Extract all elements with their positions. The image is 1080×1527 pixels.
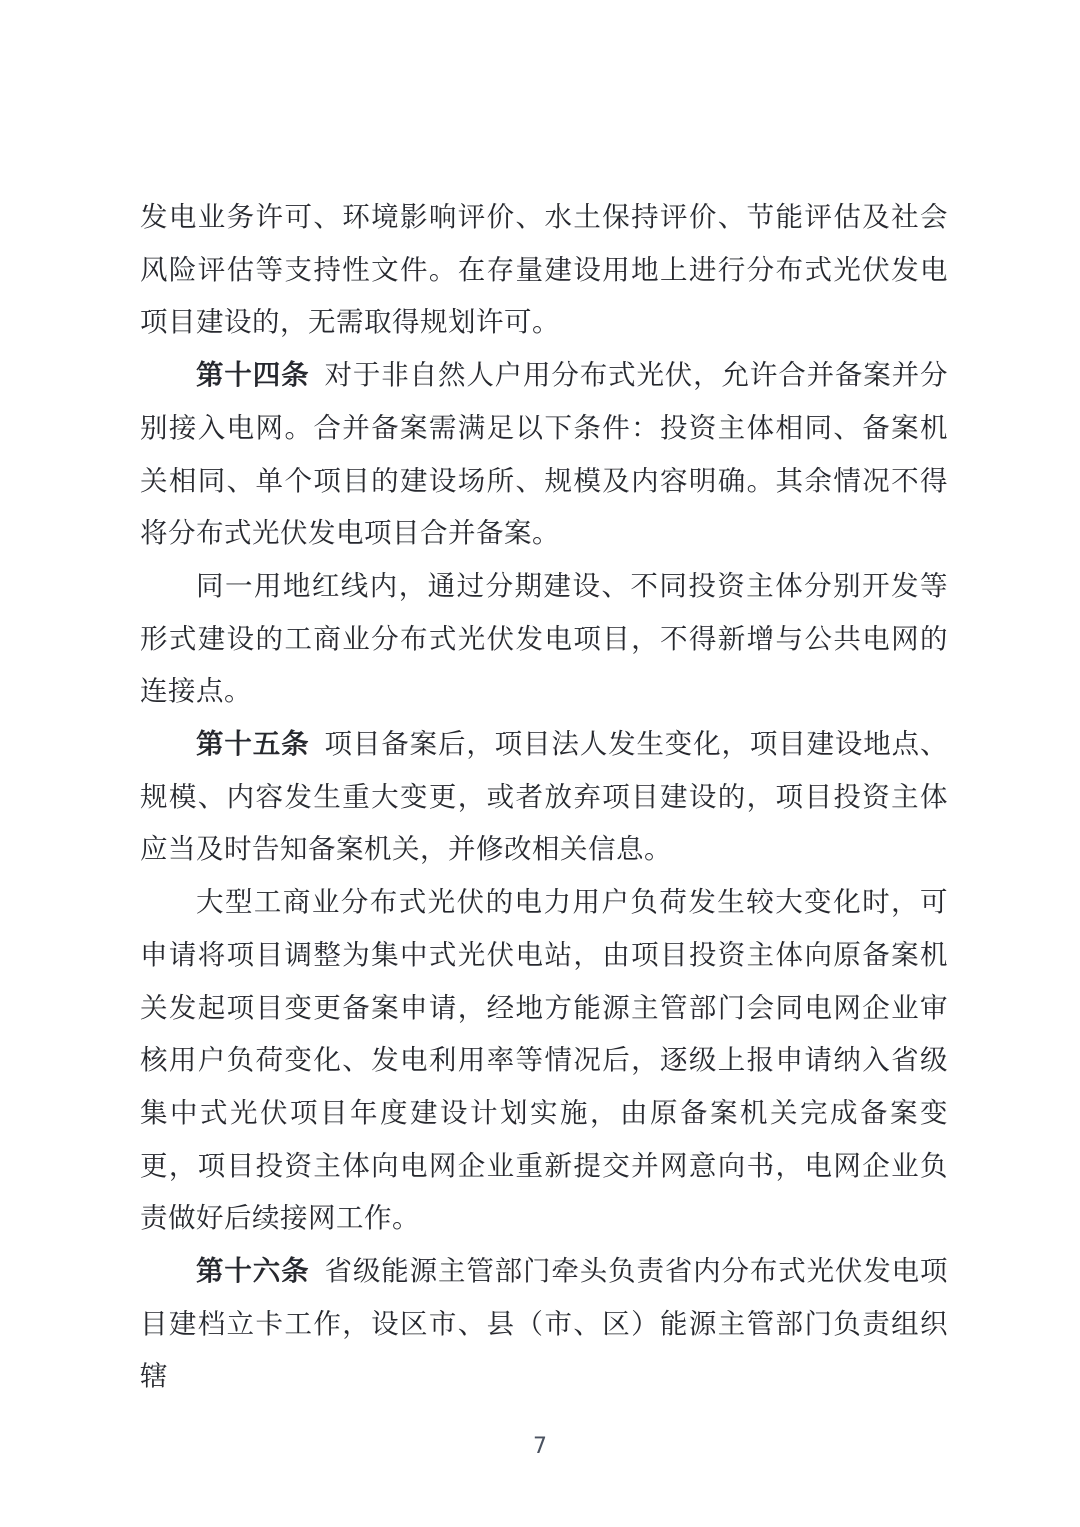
paragraph — [140, 191, 948, 349]
paragraph-text: 对于非自然人户用分布式光伏，允许合并备案并分别接入电网。合并备案需满足以下条件：投资主体相同、备案机关相同、单个项目的建设场所、规模及内容明确。其余情况不得将分布式光伏发电项目合并备案。 — [140, 359, 948, 549]
paragraph-text: 项目备案后，项目法人发生变化，项目建设地点、规模、内容发生重大变更，或者放弃项目建设的，项目投资主体应当及时告知备案机关，并修改相关信息。 — [140, 728, 948, 865]
paragraph — [140, 560, 948, 718]
paragraph-text: 大型工商业分布式光伏的电力用户负荷发生较大变化时，可申请将项目调整为集中式光伏电站，由项目投资主体向原备案机关发起项目变更备案申请，经地方能源主管部门会同电网企业审核用户负荷变化、发电利用率等情况后，逐级上报申请纳入省级集中式光伏项目年度建设计划实施，由原备案机关完成备案变更，项目投资主体向电网企业重新提交并网意向书，电网企业负责做好后续接网工作。 — [140, 886, 948, 1234]
paragraph-text: 同一用地红线内，通过分期建设、不同投资主体分别开发等形式建设的工商业分布式光伏发电项目，不得新增与公共电网的连接点。 — [140, 569, 948, 707]
paragraph-text: 发电业务许可、环境影响评价、水土保持评价、节能评估及社会风险评估等支持性文件。在存量建设用地上进行分布式光伏发电项目建设的，无需取得规划许可。 — [140, 201, 948, 338]
document-body — [140, 191, 948, 1403]
article-number: 第十四条 — [196, 359, 310, 391]
page-number: 7 — [533, 1434, 547, 1459]
paragraph — [140, 1245, 948, 1403]
article-number: 第十五条 — [196, 728, 310, 760]
article-number: 第十六条 — [196, 1255, 310, 1287]
paragraph — [140, 349, 948, 560]
paragraph-text: 省级能源主管部门牵头负责省内分布式光伏发电项目建档立卡工作，设区市、县（市、区）能源主管部门负责组织辖 — [140, 1255, 948, 1392]
paragraph — [140, 876, 948, 1245]
paragraph — [140, 718, 948, 876]
